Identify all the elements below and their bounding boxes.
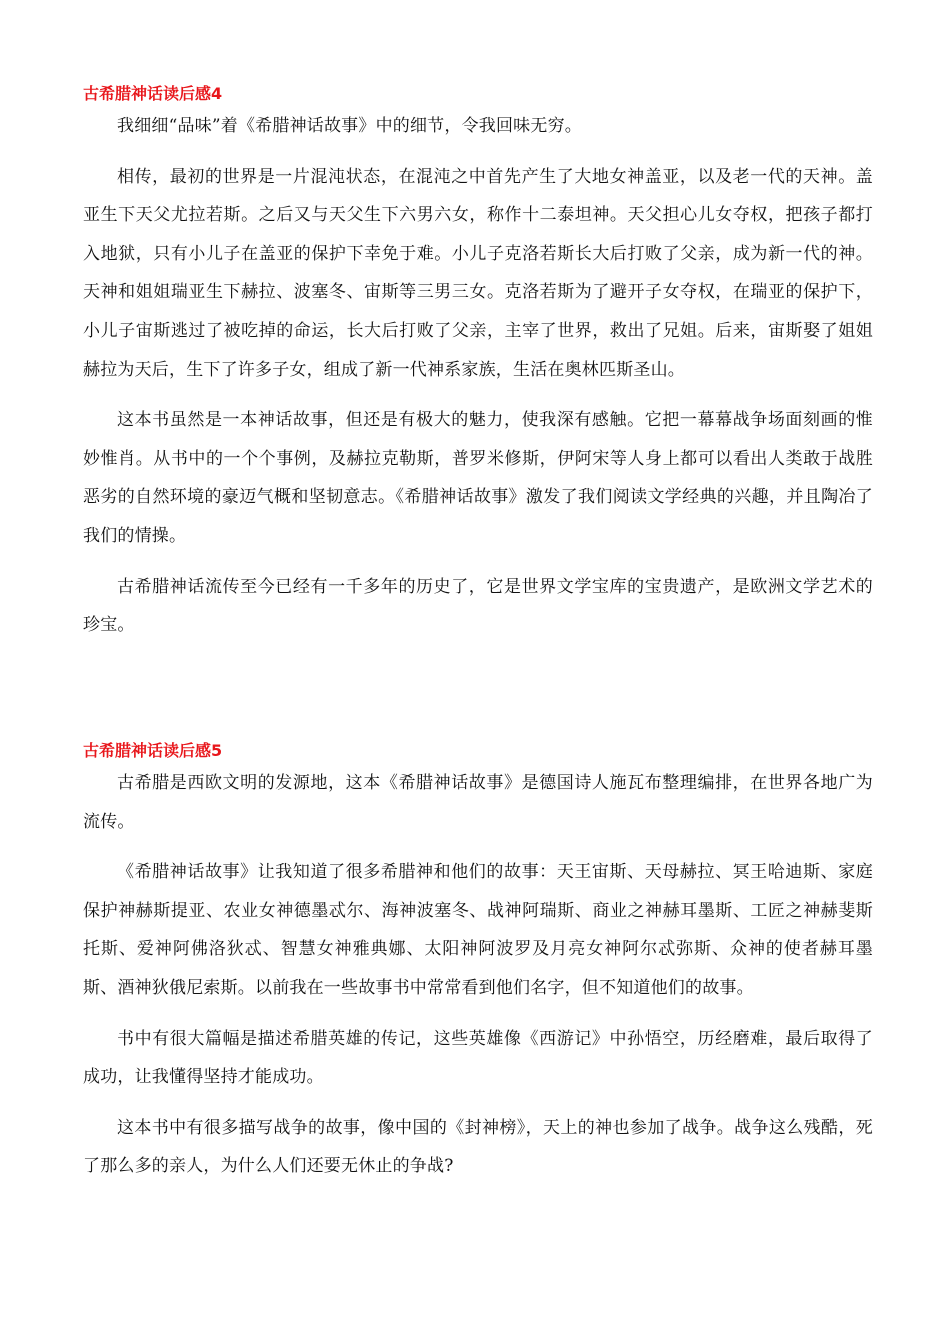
paragraph: 古希腊神话流传至今已经有一千多年的历史了，它是世界文学宝库的宝贵遗产，是欧洲文学艺术的珍宝。 bbox=[83, 576, 873, 636]
paragraph: 相传，最初的世界是一片混沌状态，在混沌之中首先产生了大地女神盖亚，以及老一代的天神。盖亚生下天父尤拉若斯。之后又与天父生下六男六女，称作十二泰坦神。天父担心儿女夺权，把孩子都打入地狱，只有小儿子在盖亚的保护下幸免于难。小儿子克洛若斯长大后打败了父亲，成为新一代的神。天神和姐姐瑞亚生下赫拉、波塞冬、宙斯等三男三女。克洛若斯为了避开子女夺权，在瑞亚的保护下，小儿子宙斯逃过了被吃掉的命运，长大后打败了父亲，主宰了世界，救出了兄姐。后来，宙斯娶了姐姐赫拉为天后，生下了许多子女，组成了新一代神系家族，生活在奥林匹斯圣山。 bbox=[83, 166, 873, 380]
paragraph: 《希腊神话故事》让我知道了很多希腊神和他们的故事：天王宙斯、天母赫拉、冥王哈迪斯、家庭保护神赫斯提亚、农业女神德墨忒尔、海神波塞冬、战神阿瑞斯、商业之神赫耳墨斯、工匠之神赫斐斯托斯、爱神阿佛洛狄忒、智慧女神雅典娜、太阳神阿波罗及月亮女神阿尔忒弥斯、众神的使者赫耳墨斯、酒神狄俄尼索斯。以前我在一些故事书中常常看到他们名字，但不知道他们的故事。 bbox=[83, 862, 873, 998]
paragraph: 这本书虽然是一本神话故事，但还是有极大的魅力，使我深有感触。它把一幕幕战争场面刻画的惟妙惟肖。从书中的一个个事例，及赫拉克勒斯，普罗米修斯，伊阿宋等人身上都可以看出人类敢于战胜恶劣的自然环境的豪迈气概和坚韧意志。《希腊神话故事》激发了我们阅读文学经典的兴趣，并且陶冶了我们的情操。 bbox=[83, 410, 873, 546]
section-heading: 古希腊神话读后感5 bbox=[83, 741, 223, 760]
section-heading: 古希腊神话读后感4 bbox=[83, 84, 223, 103]
section-reading-reflection-4 bbox=[83, 83, 873, 645]
paragraph: 古希腊是西欧文明的发源地，这本《希腊神话故事》是德国诗人施瓦布整理编排，在世界各地广为流传。 bbox=[83, 773, 873, 832]
paragraph: 我细细“品味”着《希腊神话故事》中的细节，令我回味无穷。 bbox=[117, 116, 582, 136]
paragraph: 书中有很大篇幅是描述希腊英雄的传记，这些英雄像《西游记》中孙悟空，历经磨难，最后取得了成功，让我懂得坚持才能成功。 bbox=[83, 1028, 873, 1088]
section-reading-reflection-5 bbox=[83, 740, 873, 1186]
paragraph: 这本书中有很多描写战争的故事，像中国的《封神榜》，天上的神也参加了战争。战争这么残酷，死了那么多的亲人，为什么人们还要无休止的争战? bbox=[83, 1117, 873, 1177]
